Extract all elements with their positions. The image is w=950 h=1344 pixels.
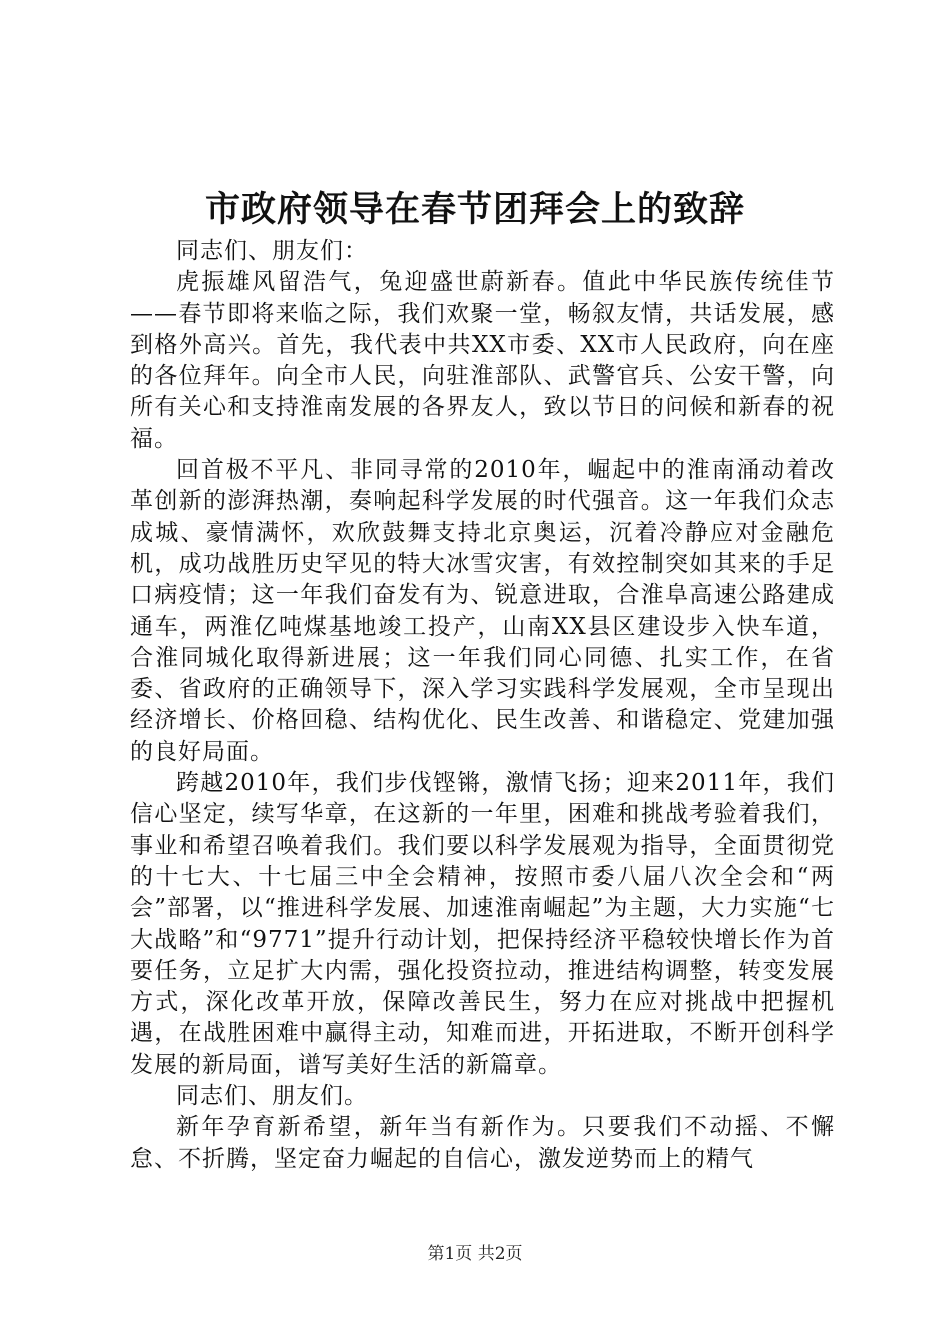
- paragraph-closing: 新年孕育新希望，新年当有新作为。只要我们不动摇、不懈怠、不折腾，坚定奋力崛起的自信心，激发逆势而上的精气: [130, 1114, 835, 1172]
- paragraph-greeting: 同志们、朋友们：: [176, 238, 368, 264]
- document-body: [130, 236, 835, 1175]
- paragraph-review-2010: 回首极不平凡、非同寻常的2010年，崛起中的淮南涌动着改革创新的澎湃热潮，奏响起科学发展的时代强音。这一年我们众志成城、豪情满怀，欢欣鼓舞支持北京奥运，沉着冷静应对金融危机，成功战胜历史罕见的特大冰雪灾害，有效控制突如其来的手足口病疫情；这一年我们奋发有为、锐意进取，合淮阜高速公路建成通车，两淮亿吨煤基地竣工投产，山南XX县区建设步入快车道，合淮同城化取得新进展；这一年我们同心同德、扎实工作，在省委、省政府的正确领导下，深入学习实践科学发展观，全市呈现出经济增长、价格回稳、结构优化、民生改善、和谐稳定、党建加强的良好局面。: [130, 457, 835, 765]
- paragraph-greeting-repeat: 同志们、朋友们。: [176, 1083, 368, 1110]
- page-number-footer: 第1页 共2页: [427, 1244, 523, 1264]
- paragraph-outlook-2011: 跨越2010年，我们步伐铿锵，激情飞扬；迎来2011年，我们信心坚定，续写华章，在这新的一年里，困难和挑战考验着我们，事业和希望召唤着我们。我们要以科学发展观为指导，全面贯彻党的十七大、十七届三中全会精神，按照市委八届八次全会和“两会”部署，以“推进科学发展、加速淮南崛起”为主题，大力实施“七大战略”和“9771”提升行动计划，把保持经济平稳较快增长作为首要任务，立足扩大内需，强化投资拉动，推进结构调整，转变发展方式，深化改革开放，保障改善民生，努力在应对挑战中把握机遇，在战胜困难中赢得主动，知难而进，开拓进取，不断开创科学发展的新局面，谱写美好生活的新篇章。: [130, 770, 835, 1078]
- paragraph-new-year-wishes: 虎振雄风留浩气，兔迎盛世蔚新春。值此中华民族传统佳节——春节即将来临之际，我们欢聚一堂，畅叙友情，共话发展，感到格外高兴。首先，我代表中共XX市委、XX市人民政府，向在座的各位拜年。向全市人民，向驻淮部队、武警官兵、公安干警，向所有关心和支持淮南发展的各界友人，致以节日的问候和新春的祝福。: [130, 269, 835, 452]
- document-title: 市政府领导在春节团拜会上的致辞: [204, 189, 745, 230]
